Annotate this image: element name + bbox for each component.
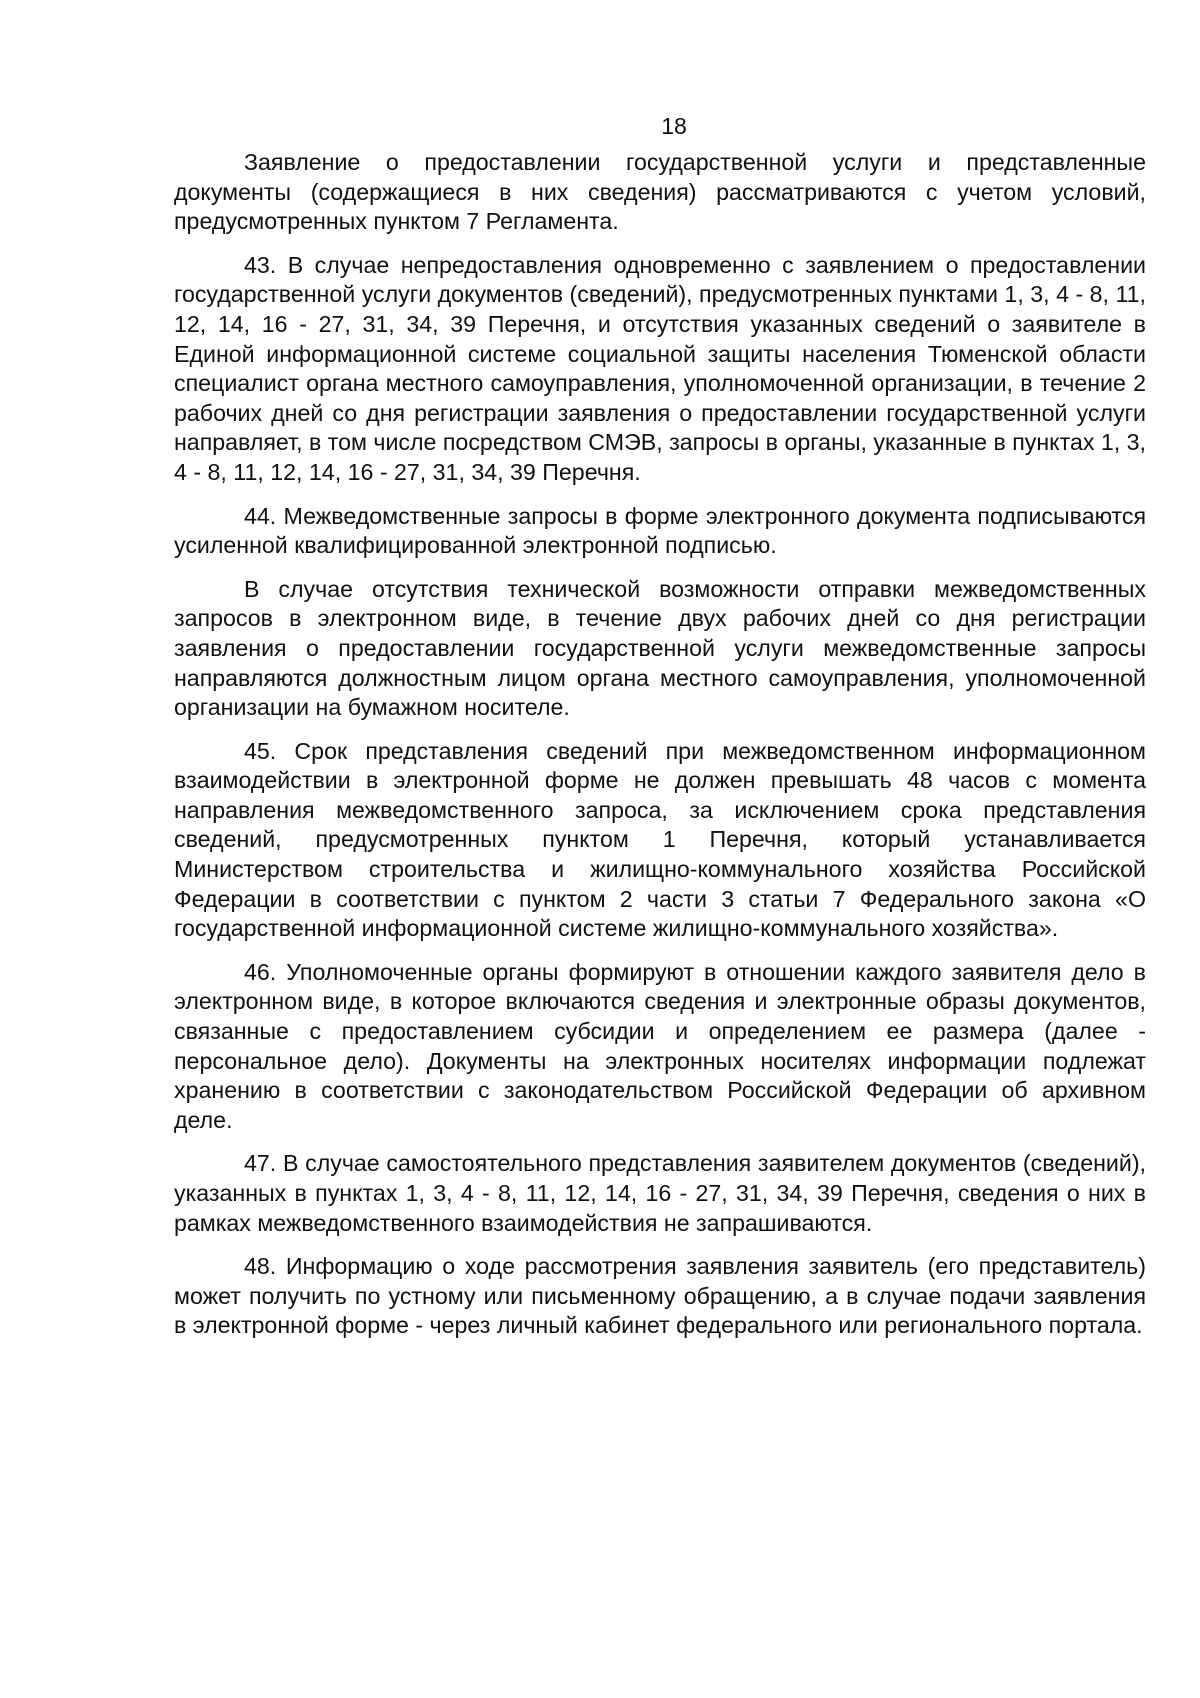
paragraph-44: 44. Межведомственные запросы в форме электронного документа подписываются усиленной квалифицированной электронной подписью. <box>174 502 1146 559</box>
page-number: 18 <box>661 113 687 139</box>
paragraph-44-continued: В случае отсутствия технической возможности отправки межведомственных запросов в электронном виде, в течение двух рабочих дней со дня регистрации заявления о предоставлении государственной услуги межведомственные запросы направляются должностным лицом органа местного самоуправления, уполномоченной организации на бумажном носителе. <box>174 575 1146 721</box>
paragraph-45: 45. Срок представления сведений при межведомственном информационном взаимодействии в электронной форме не должен превышать 48 часов с момента направления межведомственного запроса, за исключением срока представления сведений, предусмотренных пунктом 1 Перечня, который устанавливается Министерством строительства и жилищно-коммунального хозяйства Российской Федерации в соответствии с пунктом 2 части 3 статьи 7 Федерального закона «О государственной информационной системе жилищно-коммунального хозяйства». <box>174 737 1146 942</box>
paragraph-intro: Заявление о предоставлении государственной услуги и представленные документы (содержащиеся в них сведения) рассматриваются с учетом условий, предусмотренных пунктом 7 Регламента. <box>174 149 1146 235</box>
paragraph-46: 46. Уполномоченные органы формируют в отношении каждого заявителя дело в электронном виде, в которое включаются сведения и электронные образы документов, связанные с предоставлением субсидии и определением ее размера (далее - персональное дело). Документы на электронных носителях информации подлежат хранению в соответствии с законодательством Российской Федерации об архивном деле. <box>174 958 1146 1133</box>
document-page <box>174 112 1146 1355</box>
paragraph-48: 48. Информацию о ходе рассмотрения заявления заявитель (его представитель) может получить по устному или письменному обращению, а в случае подачи заявления в электронной форме - через личный кабинет федерального или регионального портала. <box>174 1253 1146 1339</box>
paragraph-47: 47. В случае самостоятельного представления заявителем документов (сведений), указанных в пунктах 1, 3, 4 - 8, 11, 12, 14, 16 - 27, 31, 34, 39 Перечня, сведения о них в рамках межведомственного взаимодействия не запрашиваются. <box>174 1150 1146 1236</box>
paragraph-43: 43. В случае непредоставления одновременно с заявлением о предоставлении государственной услуги документов (сведений), предусмотренных пунктами 1, 3, 4 - 8, 11, 12, 14, 16 - 27, 31, 34, 39 Перечня, и отсутствия указанных сведений о заявителе в Единой информационной системе социальной защиты населения Тюменской области специалист органа местного самоуправления, уполномоченной организации, в течение 2 рабочих дней со дня регистрации заявления о предоставлении государственной услуги направляет, в том числе посредством СМЭВ, запросы в органы, указанные в пунктах 1, 3, 4 - 8, 11, 12, 14, 16 - 27, 31, 34, 39 Перечня. <box>174 251 1146 485</box>
